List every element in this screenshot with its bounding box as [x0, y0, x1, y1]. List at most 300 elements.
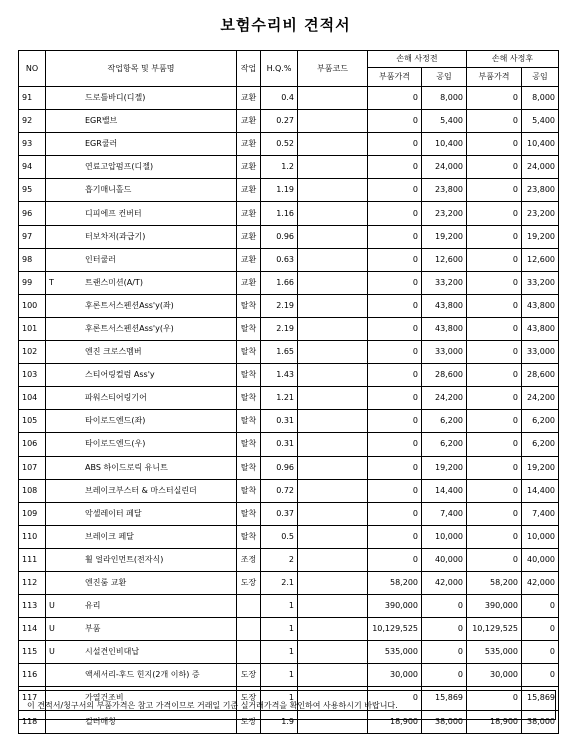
row-item: [46, 294, 237, 317]
row-item-name: EGR쿨러: [85, 139, 118, 149]
row-part-code: [298, 202, 368, 225]
row-item: [46, 248, 237, 271]
row-no: 113: [19, 595, 46, 618]
row-after-part-price: 0: [467, 341, 522, 364]
row-item: [46, 202, 237, 225]
row-before-part-price: 0: [368, 433, 422, 456]
row-hq: 1: [261, 595, 298, 618]
row-item-name: 연료고압펌프(디젤): [85, 162, 154, 172]
table-row: [19, 133, 559, 156]
table-row: [19, 202, 559, 225]
row-item-name: 타이로드엔드(좌): [85, 416, 146, 426]
row-item: [46, 179, 237, 202]
table-row: [19, 225, 559, 248]
row-after-labor: 19,200: [522, 456, 559, 479]
header-part-code: 부품코드: [298, 51, 368, 87]
row-item: [46, 456, 237, 479]
row-work: 교환: [237, 248, 261, 271]
row-after-part-price: 0: [467, 179, 522, 202]
row-part-code: [298, 179, 368, 202]
table-row: [19, 433, 559, 456]
row-no: 102: [19, 341, 46, 364]
row-before-labor: 42,000: [422, 571, 467, 594]
row-item-name: 브레이크 페달: [85, 531, 134, 541]
row-item: [46, 571, 237, 594]
row-work: 탈착: [237, 364, 261, 387]
row-before-part-price: 0: [368, 133, 422, 156]
row-before-labor: 15,869: [422, 687, 467, 710]
row-after-part-price: 18,900: [467, 710, 522, 733]
row-before-part-price: 535,000: [368, 641, 422, 664]
header-after-part-price: 부품가격: [467, 68, 522, 87]
row-part-code: [298, 110, 368, 133]
row-before-part-price: 0: [368, 294, 422, 317]
row-item-name: ABS 하이드로릭 유니트: [85, 462, 168, 472]
row-hq: 2.1: [261, 571, 298, 594]
row-after-part-price: 30,000: [467, 664, 522, 687]
row-hq: 1: [261, 641, 298, 664]
row-part-code: [298, 548, 368, 571]
header-before-labor: 공임: [422, 68, 467, 87]
row-item: [46, 479, 237, 502]
row-part-code: [298, 525, 368, 548]
row-before-part-price: 58,200: [368, 571, 422, 594]
table-row: [19, 179, 559, 202]
row-after-part-price: 0: [467, 525, 522, 548]
row-no: 115: [19, 641, 46, 664]
row-after-part-price: 0: [467, 317, 522, 340]
row-after-labor: 8,000: [522, 87, 559, 110]
row-before-part-price: 30,000: [368, 664, 422, 687]
header-before-part-price: 부품가격: [368, 68, 422, 87]
row-after-labor: 0: [522, 664, 559, 687]
row-before-part-price: 0: [368, 110, 422, 133]
row-part-code: [298, 502, 368, 525]
row-before-part-price: 10,129,525: [368, 618, 422, 641]
row-hq: 2.19: [261, 294, 298, 317]
table-row: [19, 110, 559, 133]
row-before-part-price: 0: [368, 410, 422, 433]
row-no: 91: [19, 87, 46, 110]
row-before-part-price: 0: [368, 156, 422, 179]
row-before-part-price: 0: [368, 179, 422, 202]
row-no: 118: [19, 710, 46, 733]
table-row: [19, 317, 559, 340]
row-no: 117: [19, 687, 46, 710]
table-row: [19, 294, 559, 317]
row-item: [46, 595, 237, 618]
row-no: 105: [19, 410, 46, 433]
row-item-name: 브레이크부스터 & 마스터실린더: [85, 485, 197, 495]
row-item-name: 가열건조비: [85, 693, 124, 703]
row-part-code: [298, 641, 368, 664]
row-part-code: [298, 571, 368, 594]
row-no: 96: [19, 202, 46, 225]
row-after-labor: 23,200: [522, 202, 559, 225]
row-work: 탈착: [237, 410, 261, 433]
row-after-labor: 10,400: [522, 133, 559, 156]
row-item-name: 디피에프 컨버터: [85, 208, 142, 218]
row-after-part-price: 0: [467, 687, 522, 710]
row-item: [46, 525, 237, 548]
row-before-labor: 19,200: [422, 456, 467, 479]
row-work: 교환: [237, 156, 261, 179]
row-part-code: [298, 225, 368, 248]
row-work: 도장: [237, 687, 261, 710]
table-row: [19, 571, 559, 594]
row-item-name: 인터쿨러: [85, 254, 116, 264]
row-before-labor: 33,200: [422, 271, 467, 294]
header-hq: H.Q.%: [261, 51, 298, 87]
table-row: [19, 456, 559, 479]
row-item: [46, 433, 237, 456]
row-before-part-price: 0: [368, 525, 422, 548]
row-no: 110: [19, 525, 46, 548]
row-after-part-price: 0: [467, 548, 522, 571]
row-after-part-price: 0: [467, 387, 522, 410]
row-work: 교환: [237, 110, 261, 133]
row-hq: 1: [261, 664, 298, 687]
table-row: [19, 87, 559, 110]
row-part-code: [298, 364, 368, 387]
row-before-part-price: 0: [368, 364, 422, 387]
row-work: [237, 618, 261, 641]
row-work: 도장: [237, 571, 261, 594]
row-after-part-price: 0: [467, 456, 522, 479]
row-work: 도장: [237, 710, 261, 733]
row-after-labor: 28,600: [522, 364, 559, 387]
row-before-labor: 38,000: [422, 710, 467, 733]
row-hq: 0.31: [261, 433, 298, 456]
row-before-part-price: 390,000: [368, 595, 422, 618]
row-after-part-price: 0: [467, 248, 522, 271]
row-hq: 0.27: [261, 110, 298, 133]
row-work: 교환: [237, 87, 261, 110]
row-after-part-price: 390,000: [467, 595, 522, 618]
row-part-code: [298, 433, 368, 456]
row-item-name: 시설견인비대납: [85, 647, 140, 657]
table-row: [19, 618, 559, 641]
row-item-name: 악셀레이터 페달: [85, 508, 142, 518]
row-after-part-price: 0: [467, 433, 522, 456]
row-item: [46, 664, 237, 687]
row-item: [46, 133, 237, 156]
header-after-assessment: 손해 사정후: [467, 51, 559, 68]
row-before-part-price: 0: [368, 225, 422, 248]
header-work: 작업: [237, 51, 261, 87]
row-part-code: [298, 87, 368, 110]
row-no: 92: [19, 110, 46, 133]
table-row: [19, 341, 559, 364]
row-after-part-price: 0: [467, 364, 522, 387]
row-hq: 0.96: [261, 456, 298, 479]
row-part-code: [298, 479, 368, 502]
row-no: 107: [19, 456, 46, 479]
row-before-labor: 23,200: [422, 202, 467, 225]
row-item: [46, 156, 237, 179]
row-after-labor: 33,000: [522, 341, 559, 364]
row-item-tag: U: [49, 647, 55, 657]
row-item: [46, 502, 237, 525]
row-before-labor: 8,000: [422, 87, 467, 110]
row-before-labor: 7,400: [422, 502, 467, 525]
row-work: 탈착: [237, 387, 261, 410]
row-after-labor: 43,800: [522, 317, 559, 340]
row-item: [46, 618, 237, 641]
row-item-name: 엔진룸 교환: [85, 578, 127, 588]
row-item: [46, 110, 237, 133]
row-after-labor: 0: [522, 641, 559, 664]
row-work: 조정: [237, 548, 261, 571]
row-after-labor: 38,000: [522, 710, 559, 733]
row-item-name: 유리: [85, 601, 101, 611]
row-part-code: [298, 595, 368, 618]
row-before-part-price: 0: [368, 387, 422, 410]
row-item-name: 드로틀바디(디젤): [85, 93, 146, 103]
row-no: 93: [19, 133, 46, 156]
row-hq: 1.43: [261, 364, 298, 387]
row-hq: 1.65: [261, 341, 298, 364]
row-before-labor: 43,800: [422, 294, 467, 317]
row-after-labor: 10,000: [522, 525, 559, 548]
row-after-part-price: 0: [467, 156, 522, 179]
row-before-part-price: 0: [368, 456, 422, 479]
row-hq: 0.72: [261, 479, 298, 502]
row-hq: 0.31: [261, 410, 298, 433]
row-after-part-price: 0: [467, 502, 522, 525]
row-item-name: 휠 얼라인먼트(전자식): [85, 554, 164, 564]
row-work: 탈착: [237, 294, 261, 317]
row-work: 탈착: [237, 341, 261, 364]
table-row: [19, 548, 559, 571]
row-item-tag: U: [49, 624, 55, 634]
table-row: [19, 664, 559, 687]
row-part-code: [298, 664, 368, 687]
row-no: 98: [19, 248, 46, 271]
row-before-part-price: 0: [368, 248, 422, 271]
row-hq: 1.9: [261, 710, 298, 733]
row-before-labor: 0: [422, 641, 467, 664]
row-no: 116: [19, 664, 46, 687]
row-work: 도장: [237, 664, 261, 687]
row-no: 97: [19, 225, 46, 248]
row-hq: 1: [261, 618, 298, 641]
row-before-part-price: 0: [368, 548, 422, 571]
header-no: NO: [19, 51, 46, 87]
row-item: [46, 410, 237, 433]
header-after-labor: 공임: [522, 68, 559, 87]
row-item-name: 파워스티어링기어: [85, 393, 147, 403]
row-before-labor: 14,400: [422, 479, 467, 502]
row-no: 109: [19, 502, 46, 525]
row-before-part-price: 0: [368, 202, 422, 225]
table-row: [19, 410, 559, 433]
row-before-labor: 10,400: [422, 133, 467, 156]
row-after-labor: 19,200: [522, 225, 559, 248]
row-hq: 0.63: [261, 248, 298, 271]
row-item-name: 트랜스미션(A/T): [85, 277, 143, 287]
row-item-name: 흡기매니홀드: [85, 185, 132, 195]
table-row: [19, 156, 559, 179]
row-after-labor: 0: [522, 595, 559, 618]
row-work: 탈착: [237, 479, 261, 502]
table-row: [19, 271, 559, 294]
table-row: [19, 641, 559, 664]
row-before-labor: 6,200: [422, 433, 467, 456]
row-after-labor: 14,400: [522, 479, 559, 502]
row-no: 114: [19, 618, 46, 641]
row-before-labor: 5,400: [422, 110, 467, 133]
row-after-labor: 15,869: [522, 687, 559, 710]
row-after-labor: 33,200: [522, 271, 559, 294]
row-work: 탈착: [237, 502, 261, 525]
row-before-part-price: 0: [368, 317, 422, 340]
row-item: [46, 341, 237, 364]
row-item: [46, 364, 237, 387]
row-after-part-price: 0: [467, 133, 522, 156]
table-row: [19, 525, 559, 548]
row-part-code: [298, 248, 368, 271]
row-after-part-price: 0: [467, 87, 522, 110]
row-hq: 2.19: [261, 317, 298, 340]
row-no: 99: [19, 271, 46, 294]
row-hq: 2: [261, 548, 298, 571]
row-work: 교환: [237, 271, 261, 294]
row-after-labor: 24,200: [522, 387, 559, 410]
row-no: 108: [19, 479, 46, 502]
row-item: [46, 641, 237, 664]
row-before-labor: 6,200: [422, 410, 467, 433]
estimate-rows: [19, 87, 559, 734]
table-row: [19, 479, 559, 502]
row-before-labor: 28,600: [422, 364, 467, 387]
row-before-labor: 10,000: [422, 525, 467, 548]
row-part-code: [298, 387, 368, 410]
row-after-labor: 12,600: [522, 248, 559, 271]
row-after-labor: 6,200: [522, 410, 559, 433]
row-after-labor: 43,800: [522, 294, 559, 317]
row-before-labor: 40,000: [422, 548, 467, 571]
row-no: 94: [19, 156, 46, 179]
row-before-part-price: 0: [368, 687, 422, 710]
row-before-labor: 0: [422, 618, 467, 641]
row-item: [46, 225, 237, 248]
row-item-tag: T: [49, 277, 54, 287]
row-after-labor: 7,400: [522, 502, 559, 525]
row-item-name: 타이로드엔드(우): [85, 439, 146, 449]
row-item-name: 부품: [85, 624, 101, 634]
row-item-tag: U: [49, 601, 55, 611]
row-work: 교환: [237, 133, 261, 156]
row-item-name: 컬러매칭: [85, 716, 116, 726]
row-hq: 1.66: [261, 271, 298, 294]
row-work: 탈착: [237, 317, 261, 340]
row-no: 101: [19, 317, 46, 340]
row-before-labor: 19,200: [422, 225, 467, 248]
row-hq: 1.19: [261, 179, 298, 202]
row-hq: 1.2: [261, 156, 298, 179]
row-hq: 0.52: [261, 133, 298, 156]
row-after-labor: 42,000: [522, 571, 559, 594]
row-before-labor: 0: [422, 595, 467, 618]
row-part-code: [298, 156, 368, 179]
row-part-code: [298, 410, 368, 433]
row-after-part-price: 0: [467, 225, 522, 248]
row-no: 104: [19, 387, 46, 410]
row-after-part-price: 0: [467, 202, 522, 225]
row-after-part-price: 0: [467, 110, 522, 133]
table-row: [19, 364, 559, 387]
row-after-part-price: 535,000: [467, 641, 522, 664]
row-hq: 0.37: [261, 502, 298, 525]
row-work: 탈착: [237, 433, 261, 456]
row-no: 111: [19, 548, 46, 571]
header-item: 작업항목 및 부품명: [46, 51, 237, 87]
row-no: 95: [19, 179, 46, 202]
row-hq: 1.21: [261, 387, 298, 410]
row-part-code: [298, 271, 368, 294]
row-work: [237, 595, 261, 618]
estimate-table: [18, 50, 559, 734]
row-hq: 0.5: [261, 525, 298, 548]
row-before-labor: 24,200: [422, 387, 467, 410]
row-before-labor: 43,800: [422, 317, 467, 340]
row-part-code: [298, 133, 368, 156]
row-part-code: [298, 294, 368, 317]
row-before-labor: 24,000: [422, 156, 467, 179]
row-hq: 1: [261, 687, 298, 710]
row-before-part-price: 0: [368, 87, 422, 110]
row-item-name: 후론트서스펜션Ass'y(우): [85, 323, 174, 333]
row-after-labor: 23,800: [522, 179, 559, 202]
row-after-labor: 40,000: [522, 548, 559, 571]
row-after-labor: 0: [522, 618, 559, 641]
row-part-code: [298, 317, 368, 340]
row-hq: 1.16: [261, 202, 298, 225]
row-after-part-price: 0: [467, 271, 522, 294]
row-no: 112: [19, 571, 46, 594]
header-before-assessment: 손해 사정전: [368, 51, 467, 68]
row-item: [46, 387, 237, 410]
row-no: 106: [19, 433, 46, 456]
row-after-part-price: 0: [467, 479, 522, 502]
table-row: [19, 502, 559, 525]
row-part-code: [298, 618, 368, 641]
row-after-part-price: 0: [467, 294, 522, 317]
document-title: 보험수리비 견적서: [220, 16, 351, 34]
row-no: 103: [19, 364, 46, 387]
row-part-code: [298, 341, 368, 364]
row-item-name: 터보차저(과급기): [85, 231, 146, 241]
row-before-part-price: 0: [368, 479, 422, 502]
row-after-part-price: 0: [467, 410, 522, 433]
row-item: [46, 548, 237, 571]
row-item: [46, 317, 237, 340]
row-work: 탈착: [237, 525, 261, 548]
row-item: [46, 87, 237, 110]
row-before-labor: 12,600: [422, 248, 467, 271]
row-after-labor: 24,000: [522, 156, 559, 179]
row-before-part-price: 18,900: [368, 710, 422, 733]
row-work: 탈착: [237, 456, 261, 479]
row-after-labor: 5,400: [522, 110, 559, 133]
row-item: [46, 271, 237, 294]
row-no: 100: [19, 294, 46, 317]
row-before-labor: 23,800: [422, 179, 467, 202]
row-before-part-price: 0: [368, 341, 422, 364]
row-after-part-price: 58,200: [467, 571, 522, 594]
row-item-name: 액세서리-후드 힌지(2개 이하) 증: [85, 670, 200, 680]
